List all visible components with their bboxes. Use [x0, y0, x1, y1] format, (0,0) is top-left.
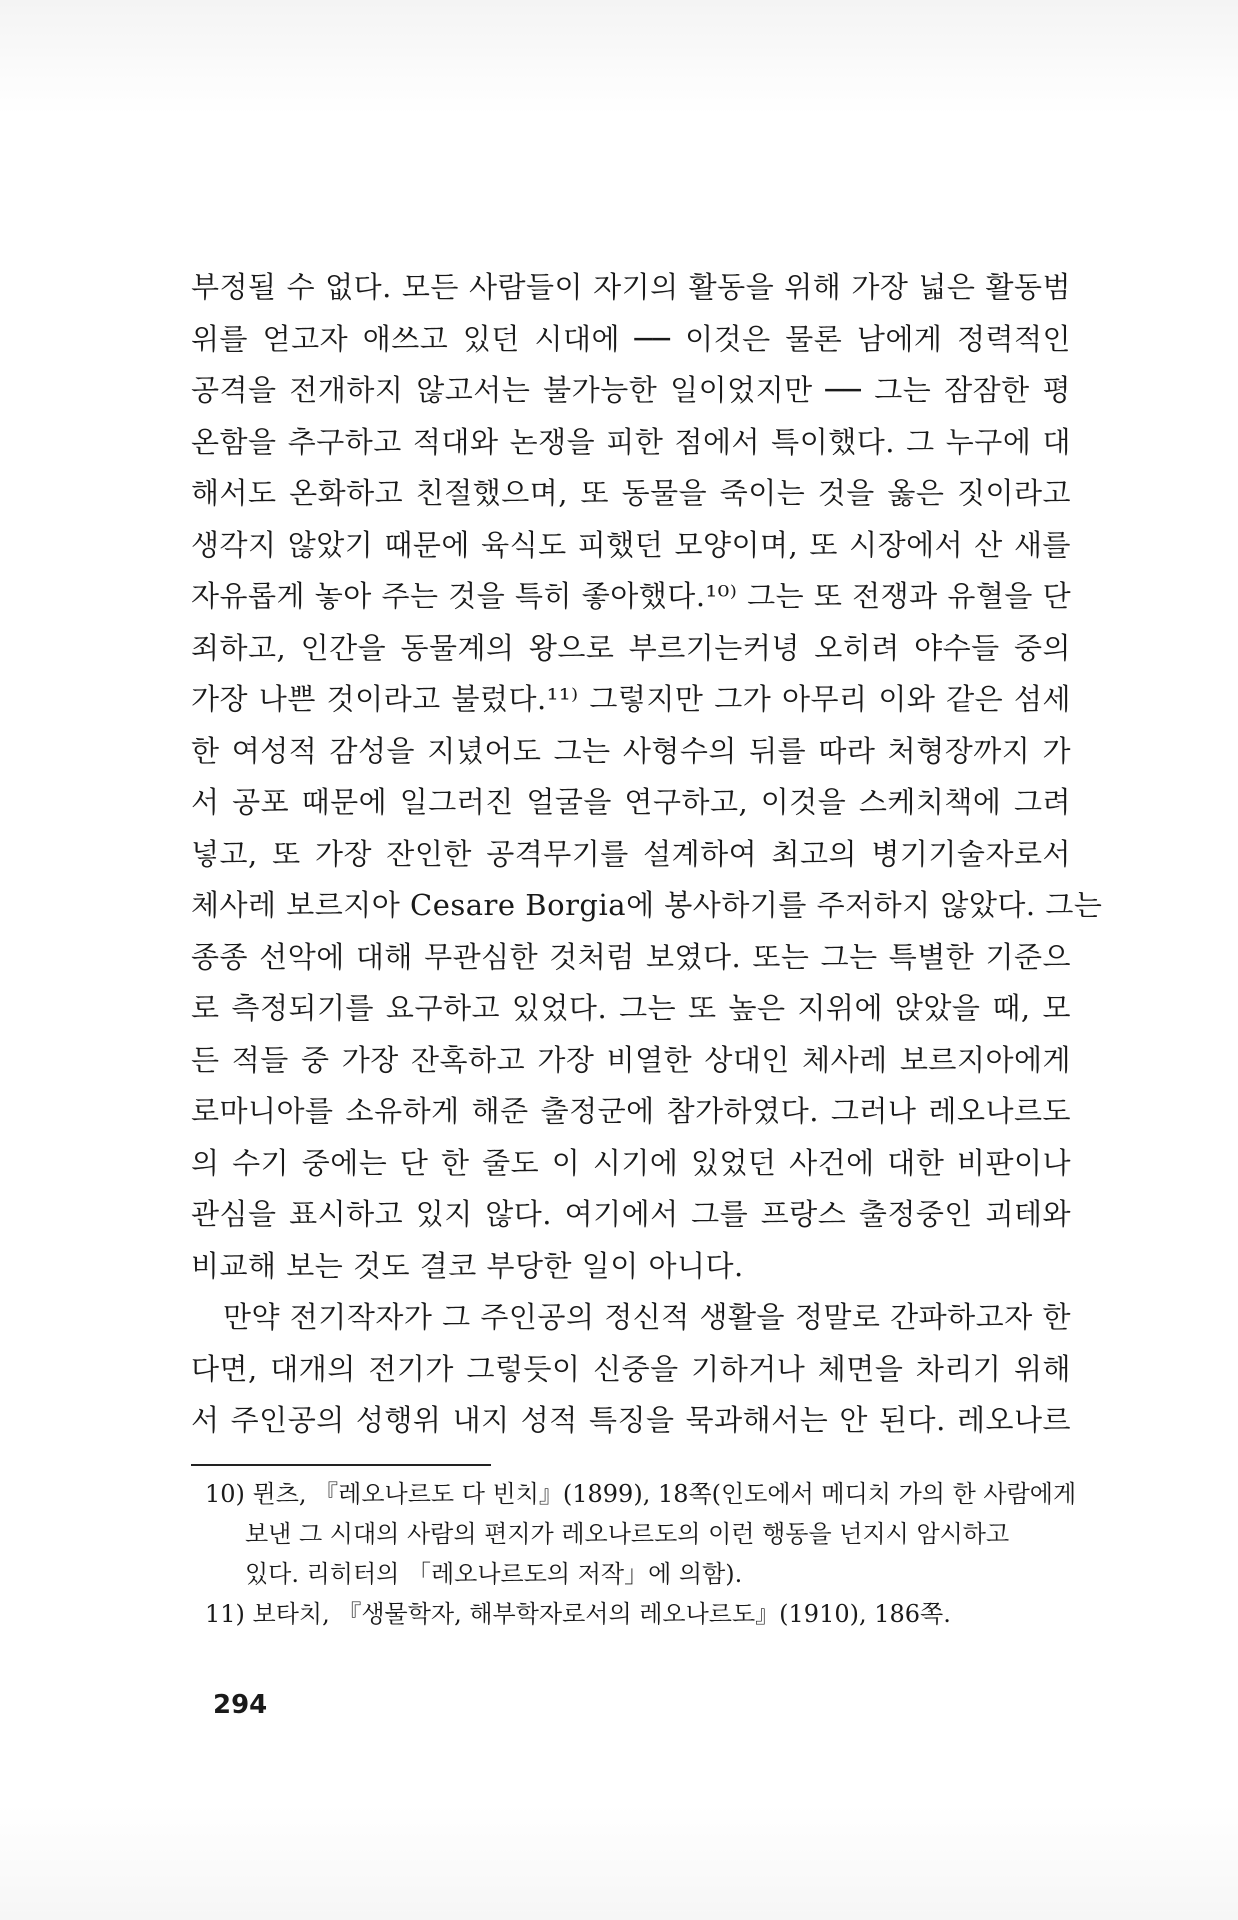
footnote-10: 10) 뮌츠, 『레오나르도 다 빈치』(1899), 18쪽(인도에서 메디치 가의 한 사람에게 — [205, 1480, 1077, 1508]
body-line: 의 수기 중에는 단 한 줄도 이 시기에 있었던 사건에 대한 비판이나 — [191, 1145, 1071, 1180]
body-line: 로마니아를 소유하게 해준 출정군에 참가하였다. 그러나 레오나르도 — [191, 1094, 1071, 1128]
body-line: 든 적들 중 가장 잔혹하고 가장 비열한 상대인 체사레 보르지아에게 — [191, 1042, 1071, 1077]
body-line: 온함을 추구하고 적대와 논쟁을 피한 점에서 특이했다. 그 누구에 대 — [191, 424, 1071, 459]
footnote-11: 11) 보타치, 『생물학자, 해부학자로서의 레오나르도』(1910), 186쪽. — [205, 1600, 951, 1628]
body-line: 로 측정되기를 요구하고 있었다. 그는 또 높은 지위에 앉았을 때, 모 — [191, 991, 1071, 1025]
body-line: 넣고, 또 가장 잔인한 공격무기를 설계하여 최고의 병기기술자로서 — [191, 836, 1071, 871]
body-line: 만약 전기작자가 그 주인공의 정신적 생활을 정말로 간파하고자 한 — [223, 1300, 1071, 1334]
body-line: 공격을 전개하지 않고서는 불가능한 일이었지만 ── 그는 잠잠한 평 — [191, 373, 1071, 407]
body-line: 체사레 보르지아 Cesare Borgia에 봉사하기를 주저하지 않았다. 그는 — [191, 888, 1103, 922]
body-line: 자유롭게 놓아 주는 것을 특히 좋아했다.¹⁰⁾ 그는 또 전쟁과 유혈을 단 — [191, 579, 1072, 613]
body-line: 관심을 표시하고 있지 않다. 여기에서 그를 프랑스 출정중인 괴테와 — [191, 1197, 1071, 1231]
body-line: 부정될 수 없다. 모든 사람들이 자기의 활동을 위해 가장 넓은 활동범 — [191, 270, 1071, 304]
footnotes — [205, 1474, 1075, 1634]
body-line: 죄하고, 인간을 동물계의 왕으로 부르기는커녕 오히려 야수들 중의 — [191, 630, 1071, 665]
body-line: 종종 선악에 대해 무관심한 것처럼 보였다. 또는 그는 특별한 기준으 — [191, 939, 1071, 974]
body-line: 비교해 보는 것도 결코 부당한 일이 아니다. — [191, 1248, 744, 1283]
body-line: 서 공포 때문에 일그러진 얼굴을 연구하고, 이것을 스케치책에 그려 — [191, 785, 1071, 819]
footnote-10-continued: 있다. 리히터의 「레오나르도의 저작」에 의함). — [245, 1560, 743, 1588]
body-line: 다면, 대개의 전기가 그렇듯이 신중을 기하거나 체면을 차리기 위해 — [191, 1351, 1071, 1386]
footnote-divider — [191, 1464, 491, 1466]
body-line: 가장 나쁜 것이라고 불렀다.¹¹⁾ 그렇지만 그가 아무리 이와 같은 섬세 — [191, 682, 1071, 716]
body-line: 해서도 온화하고 친절했으며, 또 동물을 죽이는 것을 옳은 짓이라고 — [191, 476, 1071, 510]
body-line: 생각지 않았기 때문에 육식도 피했던 모양이며, 또 시장에서 산 새를 — [191, 527, 1071, 562]
footnote-10-continued: 보낸 그 시대의 사람의 편지가 레오나르도의 이런 행동을 넌지시 암시하고 — [245, 1520, 1010, 1548]
body-text — [191, 262, 1103, 1447]
body-line: 위를 얻고자 애쓰고 있던 시대에 ── 이것은 물론 남에게 정력적인 — [191, 321, 1071, 356]
page-number: 294 — [213, 1690, 268, 1720]
body-line: 서 주인공의 성행위 내지 성적 특징을 묵과해서는 안 된다. 레오나르 — [191, 1403, 1071, 1437]
body-line: 한 여성적 감성을 지녔어도 그는 사형수의 뒤를 따라 처형장까지 가 — [191, 733, 1071, 768]
